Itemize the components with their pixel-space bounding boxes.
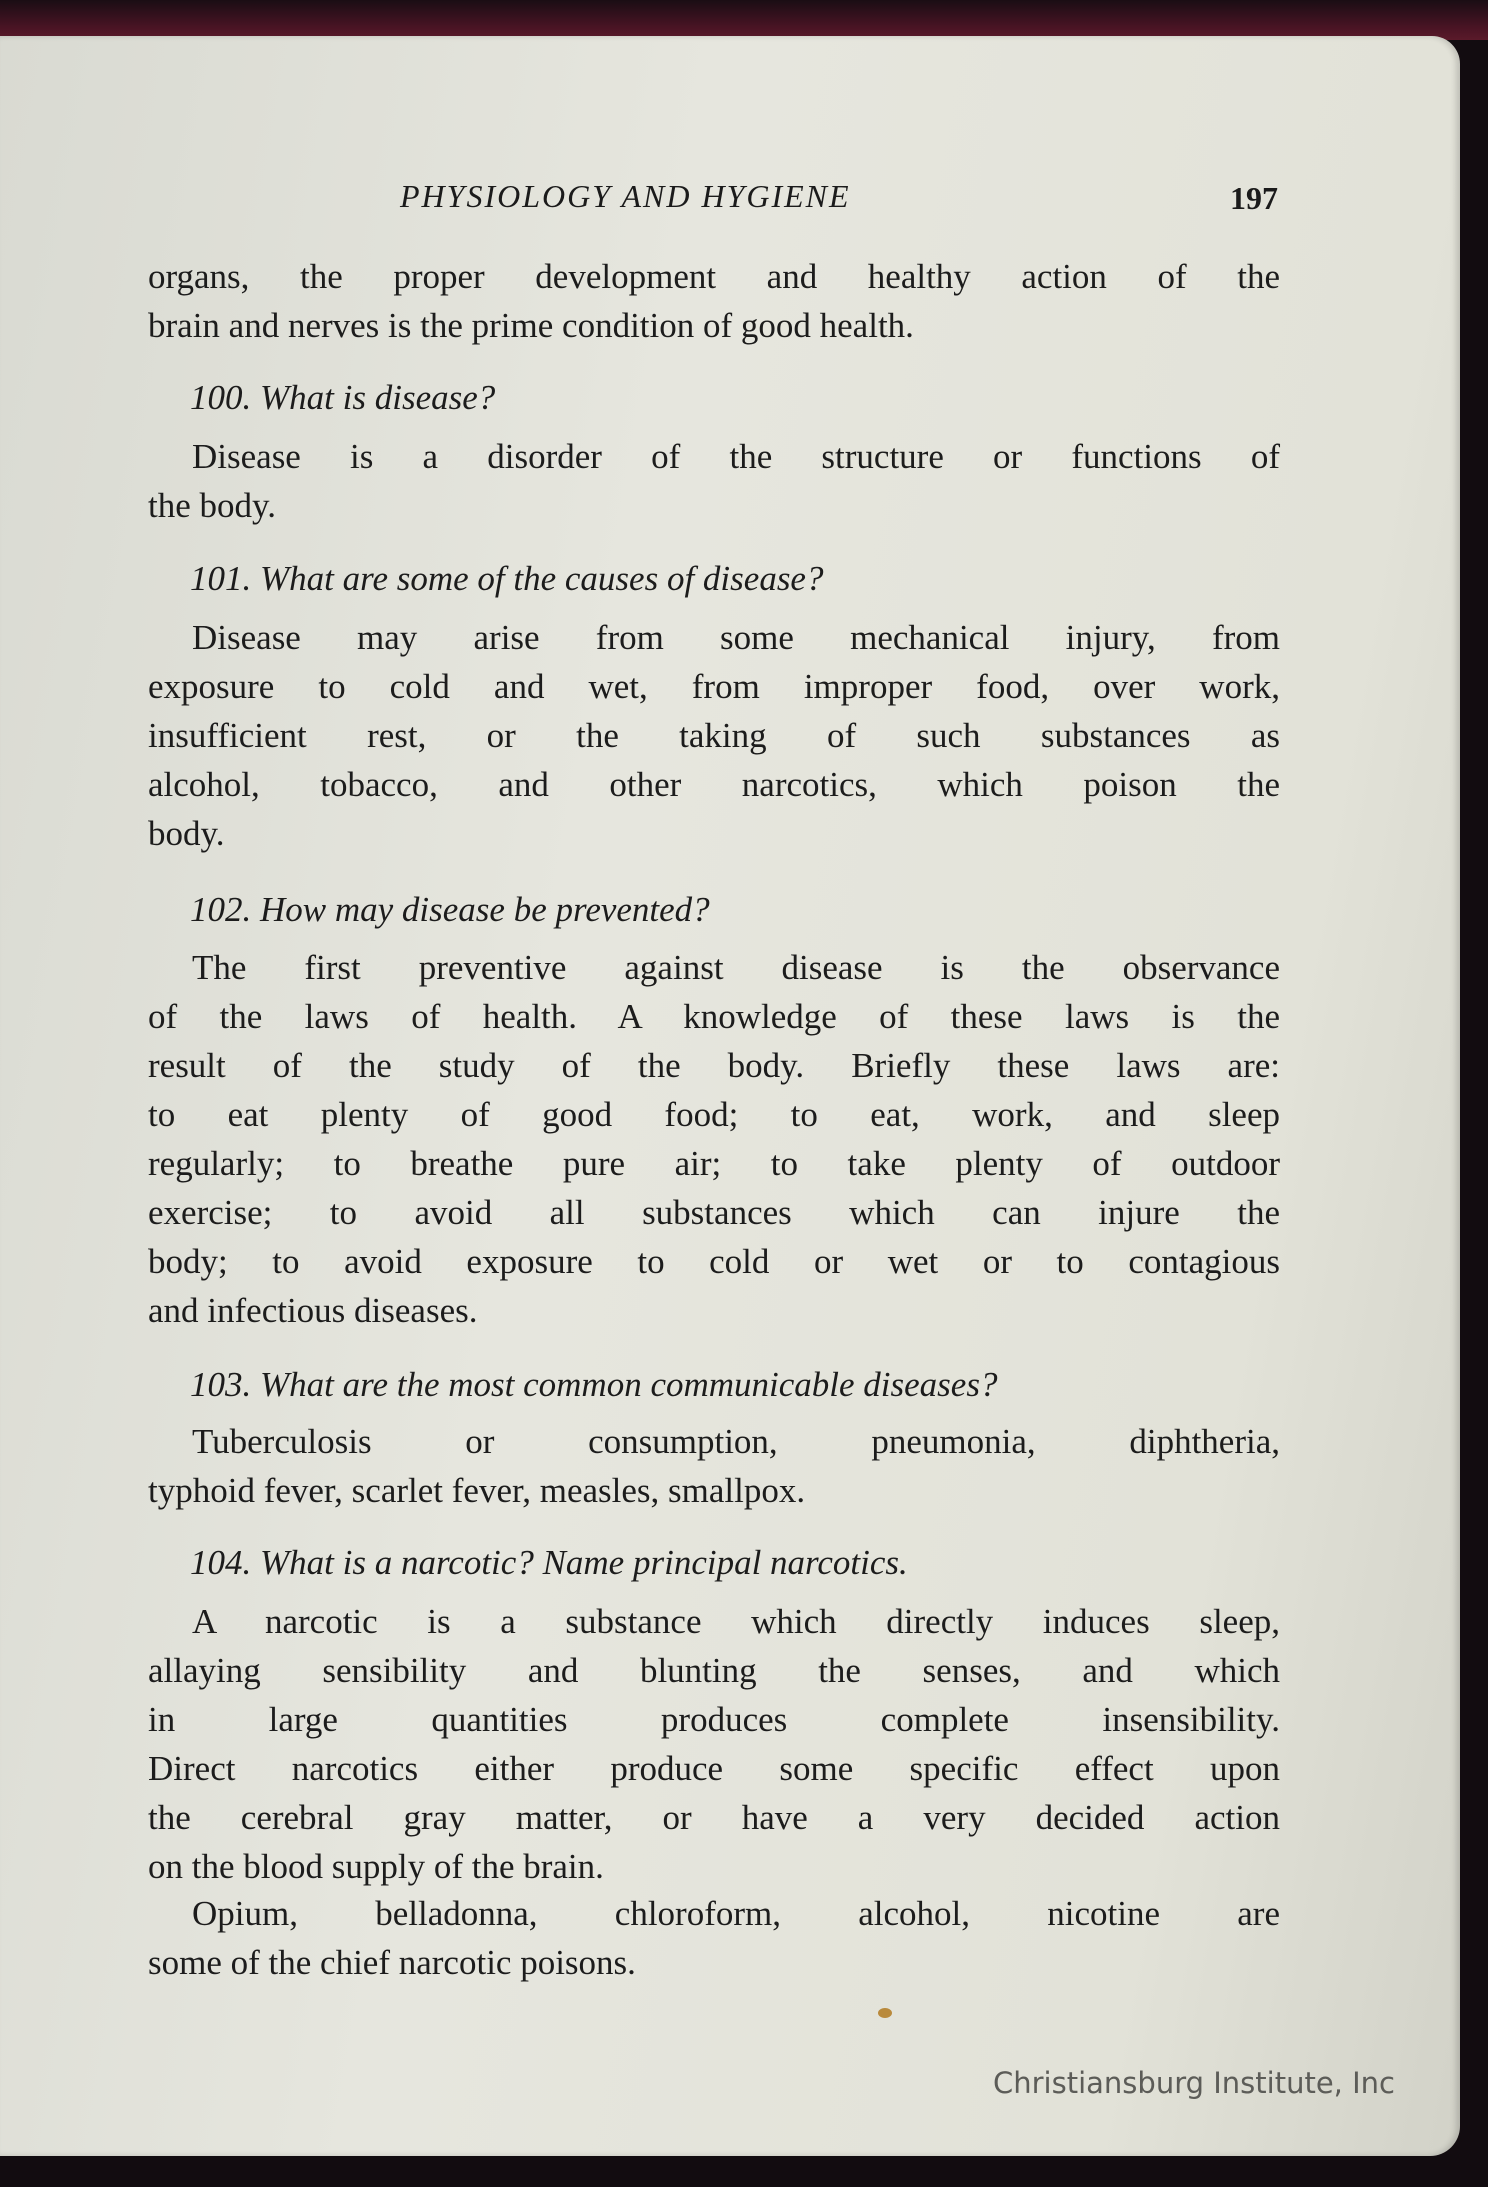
text-line: body. bbox=[148, 814, 225, 853]
text-line: and infectious diseases. bbox=[148, 1291, 478, 1330]
question-heading: 103. What are the most common communicable diseases? bbox=[190, 1365, 998, 1404]
text-line: Disease may arise from some mechanical injury, from bbox=[192, 618, 1280, 657]
book-cover-edge bbox=[0, 0, 1488, 40]
answer-paragraph bbox=[148, 432, 1280, 530]
text-line: brain and nerves is the prime condition of good health. bbox=[148, 306, 914, 345]
text-line: result of the study of the body. Briefly these laws are: bbox=[148, 1046, 1280, 1085]
text-line: The first preventive against disease is the observance bbox=[192, 948, 1280, 987]
question-heading: 102. How may disease be prevented? bbox=[190, 890, 710, 929]
continued-paragraph bbox=[148, 252, 1280, 350]
watermark: Christiansburg Institute, Inc bbox=[993, 2066, 1395, 2100]
text-line: Opium, belladonna, chloroform, alcohol, nicotine are bbox=[192, 1894, 1280, 1933]
text-line: body; to avoid exposure to cold or wet or to contagious bbox=[148, 1242, 1280, 1281]
text-line: in large quantities produces complete insensibility. bbox=[148, 1700, 1280, 1739]
question-heading: 104. What is a narcotic? Name principal narcotics. bbox=[190, 1543, 908, 1582]
text-line: some of the chief narcotic poisons. bbox=[148, 1943, 636, 1982]
text-line: typhoid fever, scarlet fever, measles, smallpox. bbox=[148, 1471, 806, 1510]
answer-paragraph bbox=[148, 1889, 1280, 1987]
answer-paragraph bbox=[148, 613, 1280, 858]
text-line: of the laws of health. A knowledge of these laws is the bbox=[148, 997, 1280, 1036]
text-line: exercise; to avoid all substances which can injure the bbox=[148, 1193, 1280, 1232]
text-line: the body. bbox=[148, 486, 276, 525]
text-line: insufficient rest, or the taking of such substances as bbox=[148, 716, 1280, 755]
stain-mark bbox=[878, 2008, 892, 2018]
text-line: regularly; to breathe pure air; to take plenty of outdoor bbox=[148, 1144, 1280, 1183]
text-line: Disease is a disorder of the structure or functions of bbox=[192, 437, 1280, 476]
text-line: on the blood supply of the brain. bbox=[148, 1847, 604, 1886]
question-heading: 101. What are some of the causes of disease? bbox=[190, 559, 824, 598]
answer-paragraph bbox=[148, 1597, 1280, 1891]
text-line: organs, the proper development and healthy action of the bbox=[148, 257, 1280, 296]
text-line: the cerebral gray matter, or have a very decided action bbox=[148, 1798, 1280, 1837]
page-number: 197 bbox=[1230, 180, 1278, 216]
text-line: Direct narcotics either produce some specific effect upon bbox=[148, 1749, 1280, 1788]
answer-paragraph bbox=[148, 943, 1280, 1335]
text-line: alcohol, tobacco, and other narcotics, which poison the bbox=[148, 765, 1280, 804]
text-line: allaying sensibility and blunting the senses, and which bbox=[148, 1651, 1280, 1690]
text-line: A narcotic is a substance which directly induces sleep, bbox=[192, 1602, 1280, 1641]
text-line: exposure to cold and wet, from improper food, over work, bbox=[148, 667, 1280, 706]
answer-paragraph bbox=[148, 1417, 1280, 1515]
question-heading: 100. What is disease? bbox=[190, 378, 496, 417]
text-line: Tuberculosis or consumption, pneumonia, diphtheria, bbox=[192, 1422, 1280, 1461]
text-line: to eat plenty of good food; to eat, work, and sleep bbox=[148, 1095, 1280, 1134]
running-title: PHYSIOLOGY AND HYGIENE bbox=[400, 178, 851, 214]
